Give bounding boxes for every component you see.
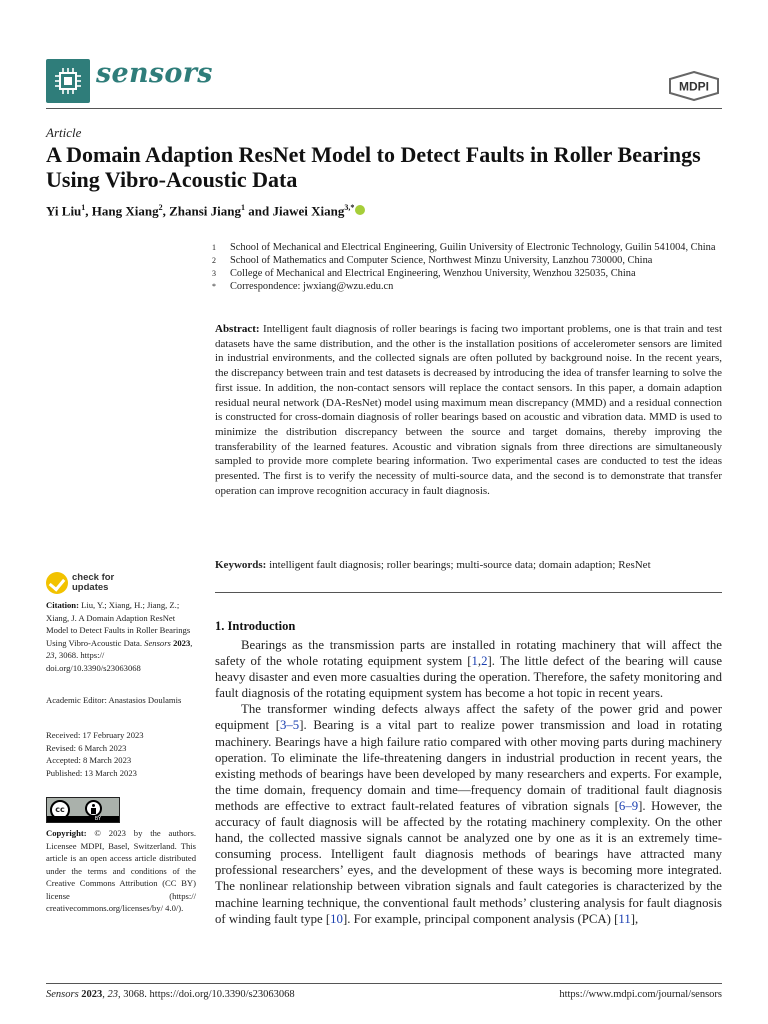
- affiliation-item: [212, 241, 720, 254]
- orcid-icon[interactable]: [355, 205, 365, 215]
- keywords: [215, 558, 722, 572]
- reference-link[interactable]: 3–5: [279, 718, 300, 733]
- text-run: ]. For example, principal component analysis (PCA) [: [342, 911, 619, 926]
- date-revised: Revised: 6 March 2023: [46, 742, 127, 753]
- date-accepted: Accepted: 8 March 2023: [46, 755, 132, 765]
- reference-link[interactable]: 10: [330, 911, 343, 926]
- header-divider: [46, 108, 722, 109]
- citation-block: Citation: Liu, Y.; Xiang, H.; Jiang, Z.; Xiang, J. A Domain Adaption ResNet Model to Detect Faults in Roller Bearings Using Vibro-Acoustic Data. Sensors 2023, 23, 3068. https:// doi.org/10.3390/s23063068: [46, 600, 193, 673]
- citation-year: 2023: [173, 637, 191, 648]
- footer-citation: Sensors 2023, 23, 3068. https://doi.org/10.3390/s23063068: [46, 989, 295, 1000]
- introduction-body: [215, 637, 722, 927]
- date-published: Published: 13 March 2023: [46, 767, 137, 778]
- abstract-text: Intelligent fault diagnosis of roller bearings is facing two important problems, one is that train and test datasets have the same distribution, and the other is the installation positions of accelerometer sensors are limited in industrial environments, and the collected signals are often polluted by background noise. In the recent years, the discrepancy between train and test datasets is decreased by introducing the idea of transfer learning to solve the first issue. In addition, the non-contact sensors will replace the contact sensors. In this paper, a domain adaption residual neural network (DA-ResNet) model using maximum mean discrepancy (MMD) and a residual connection is constructed for cross-domain diagnosis of roller bearings based on acoustic and vibration data. MMD is used to minimize the distribution discrepancy between the source and target domains, thereby improving the transferability of the learned features. Acoustic and vibration signals from three directions are simultaneously sampled to provide more complete bearing information. Two experimental cases are conducted to test the ideas presented. The first is to verify the necessity of multi-source data, and the second is to demonstrate that transfer operation can improve recognition accuracy in fault diagnosis.: [215, 323, 723, 497]
- author-list: Yi Liu$^1$, Hang Xiang$^2$, Zhansi Jiang$^1$ and Jiawei Xiang$^{3,*}$: [46, 203, 365, 219]
- copyright-text: © 2023 by the authors. Licensee MDPI, Basel, Switzerland. This article is an open access article distributed under the terms and conditions of the Creative Commons Attribution (CC BY) license (https:// creativecommons.org/licenses/by/ 4.0/).: [46, 828, 196, 913]
- cc-by-label: BY: [47, 816, 119, 822]
- academic-editor: Academic Editor: Anastasios Doulamis: [46, 695, 182, 705]
- correspondence-email[interactable]: Correspondence: jwxiang@wzu.edu.cn: [230, 281, 394, 292]
- attribution-person-icon: [85, 800, 102, 817]
- abstract: [215, 322, 722, 498]
- publisher-logo[interactable]: [668, 71, 720, 101]
- author-name[interactable]: Hang Xiang: [91, 203, 159, 219]
- citation-journal: Sensors: [144, 637, 171, 648]
- publisher-name: MDPI: [679, 79, 709, 94]
- check-updates-icon: [46, 572, 68, 594]
- reference-link[interactable]: 11: [618, 911, 631, 926]
- section-heading-introduction: 1. Introduction: [215, 619, 296, 633]
- journal-logo-icon: [46, 59, 90, 103]
- article-title: A Domain Adaption ResNet Model to Detect Faults in Roller Bearings Using Vibro-Acoustic Data: [46, 142, 701, 192]
- affiliation-mark: *: [212, 282, 216, 291]
- text-run: ]. The little defect of the bearing will cause heavy disaster and even more casualties during the operation. Therefore, the safety monitoring and fault diagnosis of the rotating equipment system has become a hot topic in recent years.: [215, 654, 723, 701]
- author-affil-mark: 1: [241, 203, 246, 212]
- keywords-label: Keywords:: [215, 559, 267, 571]
- affiliation-mark: 1: [212, 243, 216, 252]
- reference-link[interactable]: 1: [471, 654, 478, 669]
- citation-label: Citation:: [46, 600, 79, 610]
- reference-link[interactable]: 6–9: [618, 798, 639, 813]
- citation-volume: 23: [46, 650, 55, 660]
- affiliation-text: College of Mechanical and Electrical Engineering, Wenzhou University, Wenzhou 325035, China: [230, 268, 636, 279]
- journal-name[interactable]: sensors: [96, 58, 213, 89]
- affiliations: [212, 241, 720, 293]
- abstract-label: Abstract:: [215, 323, 260, 335]
- footer-volume: 23: [107, 989, 119, 1000]
- author-name[interactable]: Jiawei Xiang: [272, 203, 345, 219]
- affiliation-mark: 3: [212, 269, 216, 278]
- text-run: ,: [477, 654, 482, 669]
- keywords-text: intelligent fault diagnosis; roller bearings; multi-source data; domain adaption; ResNet: [269, 559, 651, 571]
- keywords-divider: [215, 592, 722, 593]
- author-affil-mark: 3,*: [344, 203, 355, 212]
- check-for-updates-button[interactable]: [46, 572, 126, 594]
- cc-license-badge[interactable]: [46, 797, 120, 823]
- text-run: ]. Bearing is a vital part to realize power transmission and load in rotating machinery. Bearings have a high failure ratio compared with other moving parts during machinery operation. To eliminate the life-threatening dangers in industrial production in recent years, the existing methods of bearings have been developed by many researchers and experts. For example, the time domain, frequency domain and time—frequency domain of traditional fault diagnosis methods are effective to extract fault-related features of vibration signals [: [215, 718, 723, 813]
- footer-journal: Sensors: [46, 989, 79, 1000]
- footer-journal-url[interactable]: https://www.mdpi.com/journal/sensors: [559, 989, 722, 1000]
- footer-year: 2023: [81, 989, 103, 1000]
- footer-doi[interactable]: , 3068. https://doi.org/10.3390/s23063068: [118, 989, 295, 1000]
- affiliation-item: [212, 280, 720, 293]
- affiliation-mark: 2: [212, 256, 216, 265]
- text-run: Bearings as the transmission parts are installed in rotating machinery that will affect the safety of the whole rotating equipment system [: [215, 638, 722, 669]
- text-run: ]. However, the accuracy of fault diagnosis will be affected by the rotating machinery complexity. On the other hand, the collected massive signals cannot be analyzed one by one as it is an extremely time-consuming process. Intelligent fault diagnosis methods of bearings have attracted many professional researchers’ eyes, and the development of these ways is becoming more integrated. The nonlinear relationship between vibration signals and fault categories is characterized by the machine learning technique, the conventional fault methods’ clustering analysis for fault diagnosis of winding fault type [: [215, 798, 722, 926]
- intro-paragraph-1: [215, 637, 722, 701]
- author-name[interactable]: Yi Liu: [46, 203, 82, 219]
- text-run: ],: [630, 911, 639, 926]
- copyright-label: Copyright:: [46, 828, 87, 838]
- affiliation-item: [212, 254, 720, 267]
- citation-text: Liu, Y.; Xiang, H.; Jiang, Z.; Xiang, J. A Domain Adaption ResNet Model to Detect Faults in Roller Bearings Using Vibro-Acoustic Data.: [46, 600, 191, 648]
- cc-icon: cc: [50, 800, 70, 820]
- text-run: The transformer winding defects always affect the safety of the power grid and power equipment [: [215, 702, 722, 733]
- check-updates-label: check for updates: [72, 572, 115, 593]
- footer-divider: [46, 983, 722, 984]
- author-affil-mark: 1: [81, 203, 86, 212]
- publication-dates: [46, 729, 196, 779]
- intro-paragraph-2: [215, 701, 722, 926]
- reference-link[interactable]: 2: [481, 654, 488, 669]
- affiliation-text: School of Mathematics and Computer Science, Northwest Minzu University, Lanzhou 730000, China: [230, 255, 653, 266]
- author-affil-mark: 2: [158, 203, 163, 212]
- author-name[interactable]: Zhansi Jiang: [169, 203, 242, 219]
- copyright-block: [46, 827, 196, 915]
- article-type: Article: [46, 125, 82, 140]
- affiliation-text: School of Mechanical and Electrical Engineering, Guilin University of Electronic Technology, Guilin 541004, China: [230, 242, 716, 253]
- citation-doi[interactable]: , 3068. https:// doi.org/10.3390/s23063068: [46, 650, 141, 673]
- date-received: Received: 17 February 2023: [46, 730, 144, 740]
- affiliation-item: [212, 267, 720, 280]
